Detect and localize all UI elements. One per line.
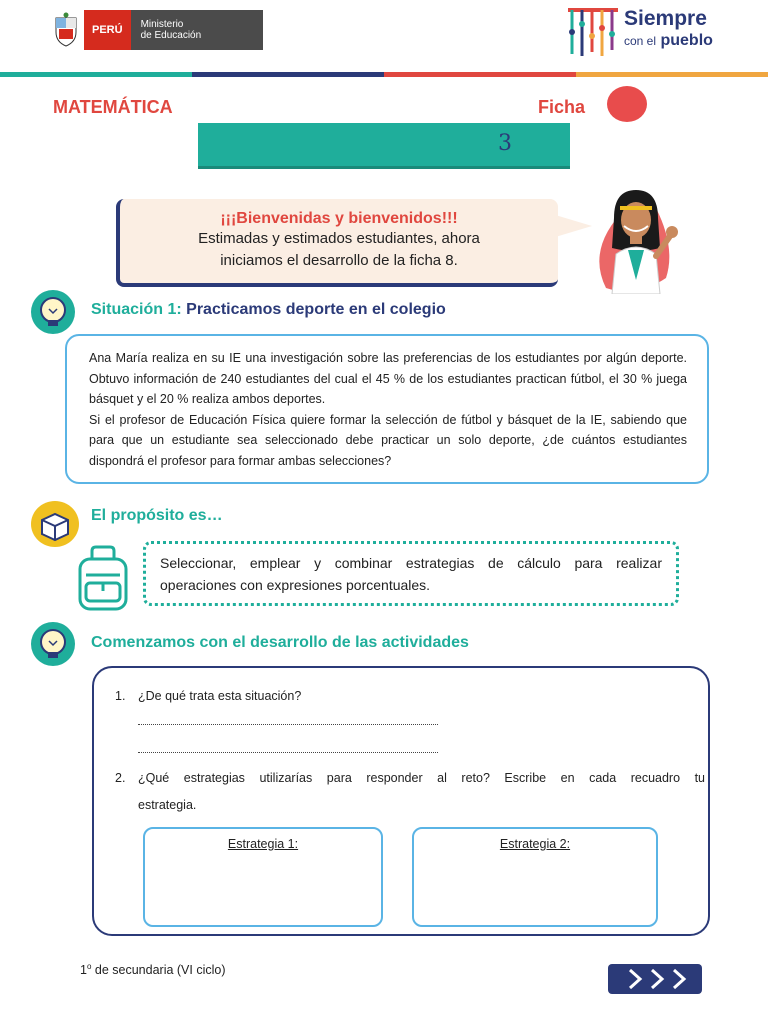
coat-of-arms-icon	[48, 10, 84, 50]
ministry-label	[131, 10, 263, 50]
ficha-number: 3	[498, 131, 512, 156]
grade-label	[80, 962, 226, 977]
welcome-line2: iniciamos el desarrollo de la ficha 8.	[220, 252, 458, 269]
grade-superscript: o	[86, 962, 92, 971]
welcome-line1: Estimadas y estimados estudiantes, ahora	[198, 230, 480, 247]
color-bar-orange	[576, 72, 768, 77]
q1-text: ¿De qué trata esta situación?	[138, 689, 302, 703]
activities-title: Comenzamos con el desarrollo de las actividades	[91, 634, 469, 651]
teacher-avatar-icon	[586, 188, 682, 294]
purpose-text: Seleccionar, emplear y combinar estrategias de cálculo para realizar operaciones con expresiones porcentuales.	[160, 555, 662, 593]
header-color-bar	[0, 72, 768, 77]
welcome-bubble	[116, 199, 558, 287]
q2-number: 2.	[115, 771, 126, 785]
slogan-sub-small: con el	[624, 34, 657, 48]
ficha-label: Ficha	[538, 97, 586, 117]
lightbulb-icon	[30, 621, 76, 667]
next-page-chevrons-icon[interactable]	[608, 964, 702, 994]
situation-paragraph1: Ana María realiza en su IE una investigación sobre las preferencias de los estudiantes por algún deporte. Obtuvo información de 240 estudiantes del cual el 45 % de los estudiantes practican fútbol, el 30 % juega básquet y el 20 % realiza ambos deportes.	[89, 351, 687, 406]
color-bar-teal	[0, 72, 192, 77]
grade-number: 1	[80, 963, 87, 978]
q2-text-line2: estrategia.	[138, 798, 197, 812]
welcome-heading: ¡¡¡Bienvenidas y bienvenidos!!!	[220, 210, 458, 227]
box-icon	[30, 500, 80, 548]
lightbulb-icon	[30, 289, 76, 335]
slogan-main: Siempre	[624, 7, 707, 30]
ministry-line2: de Educación	[140, 30, 202, 41]
ministry-logo	[48, 10, 263, 50]
color-bar-red	[384, 72, 576, 77]
situation-heading: Practicamos deporte en el colegio	[186, 301, 446, 318]
purpose-box	[143, 541, 679, 606]
grade-text: de secundaria (VI ciclo)	[94, 963, 226, 978]
situation-title	[91, 301, 446, 319]
q1-number: 1.	[115, 689, 126, 703]
strategy-1-box[interactable]	[143, 827, 383, 927]
strategy-2-label: Estrategia 2:	[499, 837, 571, 851]
slogan-figures-icon	[566, 4, 622, 60]
backpack-icon	[74, 545, 132, 611]
q1-answer-line-2[interactable]	[138, 752, 438, 753]
strategy-2-box[interactable]	[412, 827, 658, 927]
ministry-line1: Ministerio	[140, 19, 184, 30]
ficha-dot-icon	[607, 86, 647, 122]
q1-answer-line-1[interactable]	[138, 724, 438, 725]
ficha-number-band	[198, 123, 570, 169]
slogan-sub-big: pueblo	[660, 32, 713, 49]
country-label: PERÚ	[84, 10, 131, 50]
purpose-title: El propósito es…	[91, 507, 223, 524]
color-bar-navy	[192, 72, 384, 77]
situation-paragraph2: Si el profesor de Educación Física quiere formar la selección de fútbol y básquet de la IE, sabiendo que para que un estudiante sea seleccionado debe practicar un solo deporte, ¿de cuántos estudiantes dispondrá el profesor para formar ambas selecciones?	[89, 412, 687, 468]
slogan-sub	[624, 32, 713, 50]
q2-text-line1: ¿Qué estrategias utilizarías para responder al reto? Escribe en cada recuadro tu	[138, 771, 705, 785]
strategy-1-label: Estrategia 1:	[227, 837, 299, 851]
slogan-logo	[566, 4, 736, 60]
subject-title: MATEMÁTICA	[53, 97, 173, 117]
situation-box	[65, 334, 709, 484]
situation-label: Situación 1:	[91, 301, 182, 318]
